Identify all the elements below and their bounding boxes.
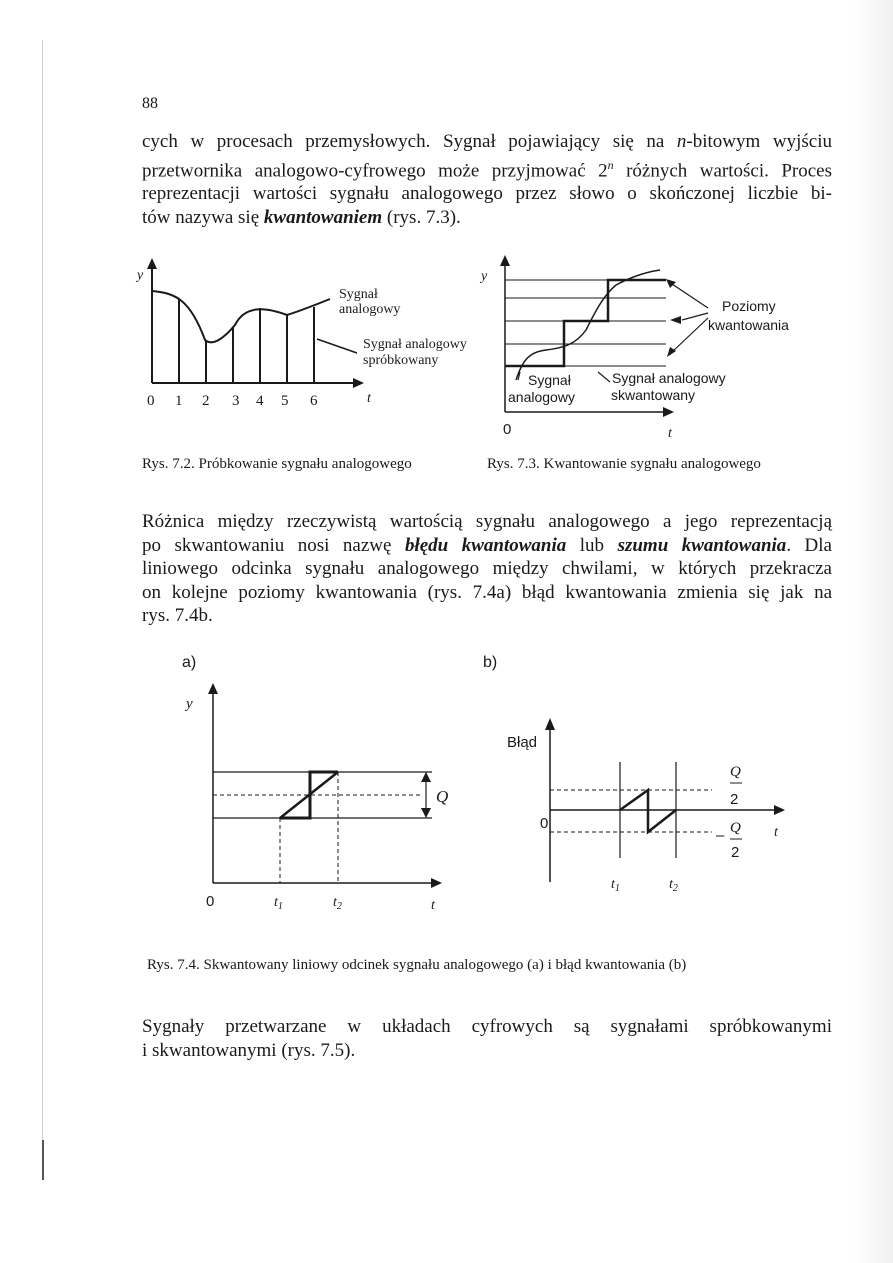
fig74b-t-label: t <box>774 825 778 840</box>
fig73-pointer-arrow-top-icon <box>666 279 676 288</box>
paragraph-2 <box>142 510 832 628</box>
page-number: 88 <box>142 95 158 112</box>
paragraph-1-line-1: cych w procesach przemysłowych. Sygnał pojawiający się na n-bitowym wyjściu <box>142 131 833 152</box>
page-margin-line <box>42 40 43 1180</box>
fig72-sampled-label-1: Sygnał analogowy <box>363 337 467 352</box>
fig73-t-axis-label: t <box>668 426 672 441</box>
fig74b-t-arrow-icon <box>774 805 785 815</box>
fig72-t-arrow-icon <box>353 378 364 388</box>
paragraph-1 <box>142 130 832 229</box>
fig73-quant-pointer <box>598 372 610 382</box>
scan-shadow <box>853 0 893 1263</box>
fig74a-origin: 0 <box>206 893 215 910</box>
fig73-analog-curve <box>516 270 660 380</box>
fig73-levels-label-2: kwantowania <box>708 317 789 333</box>
term-kwantowanie: kwantowaniem <box>263 206 383 228</box>
fig74b-two-top: 2 <box>730 791 739 808</box>
paragraph-2-line-3: liniowego odcinka sygnału analogowego między chwilami, w których przekracza <box>142 558 832 579</box>
fig73-quantized-staircase <box>505 280 666 366</box>
fig74a-label: a) <box>182 654 197 671</box>
fig72-sampled-pointer <box>317 339 357 353</box>
paragraph-3-line-2: i skwantowanymi (rys. 7.5). <box>142 1039 356 1061</box>
page-margin-mark <box>42 1140 44 1180</box>
fig73-pointer-arrow-mid-icon <box>670 316 681 324</box>
fig74a-q-label: Q <box>436 787 449 806</box>
fig74b-t1-label: $t_1$ <box>611 877 620 894</box>
paragraph-2-line-4: on kolejne poziomy kwantowania (rys. 7.4a) błąd kwantowania zmienia się jak na <box>142 581 832 603</box>
fig73-caption: Rys. 7.3. Kwantowanie sygnału analogowego <box>487 456 761 472</box>
fig72-tick-4: 4 <box>256 393 264 409</box>
fig72-tick-5: 5 <box>281 393 289 409</box>
fig72-tick-2: 2 <box>202 393 210 409</box>
paragraph-1-line-2: przetwornika analogowo-cyfrowego może przyjmować 2$^n$ różnych wartości. Proces <box>142 157 833 181</box>
fig73-y-axis-label: y <box>481 269 488 284</box>
fig73-t-arrow-icon <box>663 407 674 417</box>
fig74b-origin: 0 <box>540 815 549 832</box>
fig72-tick-3: 3 <box>232 393 240 409</box>
fig72-sampled-label-2: spróbkowany <box>363 353 439 368</box>
fig73-pointer-arrow-bot-icon <box>667 347 676 357</box>
figure-7-4a-quantized-segment <box>180 650 470 912</box>
fig74b-minus-sign: – <box>716 827 725 844</box>
fig74b-q-bottom: Q <box>730 820 741 836</box>
fig74a-y-arrow-icon <box>208 683 218 694</box>
fig72-tick-0: 0 <box>147 393 155 409</box>
fig73-quant-label-1: Sygnał analogowy <box>612 370 726 386</box>
paragraph-3-line-1: Sygnały przetwarzane w układach cyfrowych są sygnałami spróbkowanymi <box>142 1016 832 1037</box>
fig74b-label: b) <box>483 654 498 671</box>
term-szum-kwantowania: szumu kwantowania <box>617 534 787 556</box>
paragraph-2-line-5: rys. 7.4b. <box>142 605 213 626</box>
paragraph-2-line-1: Różnica między rzeczywistą wartością sygnału analogowego a jego reprezentacją <box>142 511 832 532</box>
fig74a-q-arrow-up-icon <box>421 772 431 782</box>
fig74a-t-label: t <box>431 898 435 913</box>
fig74a-y-axis-label: y <box>186 696 193 712</box>
fig74-caption: Rys. 7.4. Skwantowany liniowy odcinek sygnału analogowego (a) i błąd kwantowania (b) <box>147 957 687 973</box>
fig74b-two-bottom: 2 <box>731 844 740 861</box>
fig73-y-arrow-icon <box>500 255 510 266</box>
fig74a-q-arrow-down-icon <box>421 808 431 818</box>
fig74b-y-arrow-icon <box>545 718 555 730</box>
fig73-levels-label-1: Poziomy <box>722 298 776 314</box>
fig73-analog-label-1: Sygnał <box>528 372 571 388</box>
fig74a-t-arrow-icon <box>431 878 442 888</box>
fig73-quant-levels <box>505 280 666 366</box>
figure-7-3-quantization <box>476 250 789 445</box>
fig72-tick-1: 1 <box>175 393 183 409</box>
figure-7-2-sampling <box>135 255 467 415</box>
fig73-origin-label: 0 <box>503 421 512 438</box>
fig72-y-arrow-icon <box>147 258 157 269</box>
paragraph-1-line-4: tów nazywa się kwantowaniem (rys. 7.3). <box>142 206 461 228</box>
fig74a-t1-label: $t_1$ <box>274 895 283 912</box>
fig74b-q-top: Q <box>730 764 741 780</box>
fig74b-error-sawtooth <box>620 790 676 832</box>
fig74b-t2-label: $t_2$ <box>669 877 678 894</box>
fig72-sample-bars <box>152 291 314 383</box>
fig72-analog-label-2: analogowy <box>339 302 401 317</box>
fig73-quant-label-2: skwantowany <box>611 387 696 403</box>
paragraph-3 <box>142 1015 832 1062</box>
fig72-y-axis-label: y <box>137 268 144 283</box>
paragraph-2-line-2: po skwantowaniu nosi nazwę błędu kwantowania lub szumu kwantowania. Dla <box>142 534 832 556</box>
term-blad-kwantowania: błędu kwantowania <box>404 534 567 556</box>
fig72-analog-label-1: Sygnał <box>339 287 378 302</box>
fig73-analog-label-2: analogowy <box>508 389 575 405</box>
fig74a-t2-label: $t_2$ <box>333 895 342 912</box>
paragraph-1-line-3: reprezentacji wartości sygnału analogowego przez słowo o skończonej liczbie bi- <box>142 183 832 205</box>
figure-7-4b-quantization-error <box>480 650 800 895</box>
fig72-t-axis-label: t <box>367 391 371 406</box>
fig74b-error-label: Błąd <box>507 734 538 751</box>
fig72-caption: Rys. 7.2. Próbkowanie sygnału analogowego <box>142 456 412 472</box>
fig72-tick-6: 6 <box>310 393 318 409</box>
